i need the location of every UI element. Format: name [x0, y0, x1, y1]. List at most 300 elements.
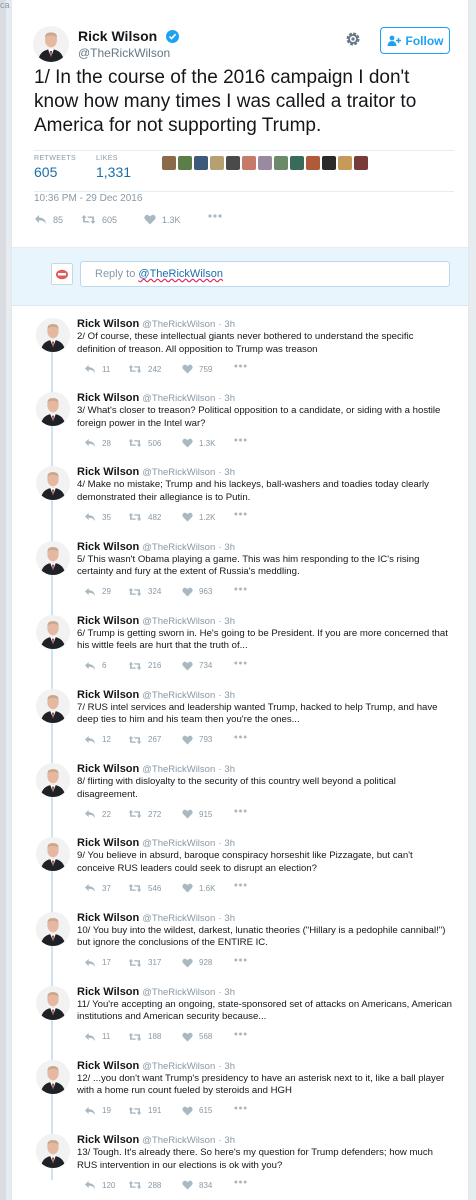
- reply-separator: ·: [218, 689, 222, 701]
- more-icon: [234, 735, 247, 739]
- avatar-image: [36, 1060, 70, 1094]
- like-count: 759: [199, 364, 213, 374]
- reply-icon: [84, 512, 96, 522]
- retweet-icon: [128, 1180, 142, 1190]
- retweet-action[interactable]: [128, 883, 161, 893]
- reply-actions: [84, 883, 344, 895]
- like-action[interactable]: [182, 661, 212, 671]
- like-count: 834: [199, 1180, 213, 1190]
- reply-author-avatar[interactable]: [36, 1134, 70, 1168]
- retweet-action[interactable]: [81, 214, 117, 225]
- reply-count: 11: [102, 1032, 111, 1042]
- more-icon: [234, 661, 247, 665]
- tweet-text: 1/ In the course of the 2016 campaign I don't know how many times I was called a traitor to America for not supporting Trump.: [34, 67, 417, 136]
- retweet-count: 242: [148, 364, 162, 374]
- reply-action[interactable]: [84, 1180, 115, 1190]
- reply-header: [77, 986, 235, 998]
- reply-count: 37: [102, 883, 111, 893]
- more-icon: [208, 214, 222, 218]
- reply-author-avatar[interactable]: [36, 615, 70, 649]
- reply-action[interactable]: [84, 364, 110, 374]
- reply-icon: [84, 661, 96, 671]
- reply-action[interactable]: [84, 1106, 111, 1116]
- heart-icon: [182, 587, 193, 597]
- retweet-count: 506: [148, 438, 162, 448]
- add-user-icon: [387, 35, 401, 46]
- heart-icon: [144, 214, 156, 225]
- reply-separator: ·: [218, 1135, 222, 1147]
- reply-author-name[interactable]: Rick Wilson: [77, 466, 140, 479]
- reply-author-name[interactable]: Rick Wilson: [77, 318, 140, 330]
- avatar-image: [36, 689, 70, 723]
- reply-count: 120: [102, 1180, 116, 1190]
- retweet-count: 267: [148, 735, 162, 745]
- reply-actions: [84, 587, 344, 599]
- reply-text: 4/ Make no mistake; Trump and his lackeys, ball-washers and toadies today clearly demonstrated their allegiance is to Putin.: [77, 479, 429, 503]
- reply-age[interactable]: 3h: [224, 467, 235, 479]
- reply-author-avatar[interactable]: [36, 763, 70, 797]
- liker-avatar[interactable]: [162, 156, 176, 170]
- main-tweet: [12, 0, 468, 248]
- reply-header: [77, 541, 235, 553]
- thread-reply[interactable]: [12, 825, 469, 899]
- retweet-action[interactable]: [128, 512, 161, 522]
- like-count: 615: [199, 1106, 213, 1116]
- like-count: 915: [199, 809, 213, 819]
- heart-icon: [182, 1032, 193, 1042]
- like-action[interactable]: [182, 883, 215, 893]
- retweet-action[interactable]: [128, 1106, 161, 1116]
- reply-age[interactable]: 3h: [224, 986, 235, 998]
- more-action[interactable]: [234, 438, 247, 442]
- retweet-count: 272: [148, 809, 162, 819]
- reply-count: 28: [102, 438, 111, 448]
- reply-author-name[interactable]: Rick Wilson: [77, 688, 140, 701]
- retweet-icon: [128, 809, 142, 819]
- like-action[interactable]: [182, 512, 215, 522]
- reply-count: 17: [102, 958, 111, 967]
- more-icon: [234, 883, 247, 887]
- reply-count: 35: [102, 512, 111, 522]
- reply-author-name[interactable]: Rick Wilson: [77, 1134, 140, 1147]
- reply-action[interactable]: [84, 735, 111, 745]
- reply-text: 9/ You believe in absurd, baroque conspiracy horseshit like Pizzagate, but can't conceive RUS leaders could seek to disrupt an election?: [77, 850, 413, 874]
- reply-author-handle[interactable]: @TheRickWilson: [142, 838, 216, 850]
- retweet-action[interactable]: [128, 661, 161, 671]
- reply-author-handle[interactable]: @TheRickWilson: [142, 467, 216, 479]
- retweet-icon: [128, 661, 142, 671]
- thread-reply[interactable]: [12, 1122, 469, 1196]
- reply-header: [77, 1134, 235, 1146]
- reply-icon: [84, 364, 96, 374]
- heart-icon: [182, 809, 193, 819]
- liker-avatar[interactable]: [258, 156, 272, 170]
- reply-header: [77, 392, 235, 404]
- like-action[interactable]: [182, 1032, 212, 1042]
- heart-icon: [182, 661, 193, 671]
- reply-action[interactable]: [84, 958, 111, 968]
- reply-actions: [84, 735, 344, 747]
- like-action[interactable]: [182, 587, 212, 597]
- liker-avatar[interactable]: [210, 156, 224, 170]
- more-icon: [234, 958, 247, 962]
- reply-icon: [34, 214, 47, 225]
- thread-reply[interactable]: [12, 454, 469, 528]
- heart-icon: [182, 883, 193, 893]
- thread-reply[interactable]: [12, 900, 469, 974]
- more-action[interactable]: [234, 587, 247, 591]
- like-action[interactable]: [182, 1106, 212, 1116]
- reply-author-name[interactable]: Rick Wilson: [77, 763, 140, 776]
- reply-header: [77, 689, 235, 701]
- reply-author-name[interactable]: Rick Wilson: [77, 614, 140, 627]
- tweet-stats: [34, 150, 454, 192]
- reply-separator: ·: [218, 541, 222, 553]
- retweet-action[interactable]: [128, 1032, 161, 1042]
- reply-separator: ·: [218, 319, 222, 330]
- reply-separator: ·: [218, 393, 222, 405]
- reply-text: 10/ You buy into the wildest, darkest, lunatic theories ("Hillary is a pedophile cannibal!") but ignore the conclusions of the ENTIRE IC.: [77, 924, 446, 948]
- left-edge-text: ca: [0, 0, 10, 10]
- liker-avatar[interactable]: [322, 156, 336, 170]
- reply-age[interactable]: 3h: [224, 1060, 235, 1072]
- reply-age[interactable]: 3h: [224, 393, 235, 405]
- retweet-action[interactable]: [128, 735, 161, 745]
- liker-avatar[interactable]: [226, 156, 240, 170]
- reply-actions: [84, 661, 344, 673]
- reply-action[interactable]: [34, 214, 63, 225]
- reply-author-avatar[interactable]: [36, 541, 70, 575]
- retweet-count: 216: [148, 661, 162, 671]
- retweet-icon: [128, 958, 142, 968]
- reply-actions: [84, 438, 344, 450]
- reply-count: 29: [102, 587, 111, 597]
- reply-author-avatar[interactable]: [36, 912, 70, 946]
- thread-reply[interactable]: [12, 677, 469, 751]
- more-icon: [234, 1180, 247, 1184]
- liker-avatar[interactable]: [338, 156, 352, 170]
- reply-icon: [84, 809, 96, 819]
- reply-text: 5/ This wasn't Obama playing a game. This was him responding to the IC's rising certainty and fury at the extent of Russia's meddling.: [77, 553, 420, 578]
- more-icon: [234, 1106, 247, 1110]
- more-action[interactable]: [234, 735, 247, 739]
- reply-separator: ·: [218, 986, 222, 998]
- like-action[interactable]: [182, 735, 212, 745]
- reply-mention: @TheRickWilson: [138, 268, 223, 280]
- more-icon: [234, 587, 247, 591]
- retweets-stat-label: RETWEETS: [34, 155, 77, 162]
- retweet-icon: [128, 512, 142, 522]
- reply-text: 7/ RUS intel services and leadership wanted Trump, hacked to help Trump, and have deep ties to him and his team then you're the ones...: [77, 701, 438, 726]
- reply-author-avatar[interactable]: [36, 392, 70, 426]
- reply-icon: [84, 1032, 96, 1042]
- reply-count: 19: [102, 1106, 111, 1116]
- reply-author-handle[interactable]: @TheRickWilson: [142, 541, 216, 553]
- thread-reply[interactable]: [12, 751, 469, 825]
- more-icon: [234, 364, 247, 368]
- more-action[interactable]: [234, 364, 247, 368]
- reply-author-handle[interactable]: @TheRickWilson: [142, 319, 216, 330]
- reply-icon: [84, 587, 96, 597]
- retweet-count: 605: [102, 214, 118, 225]
- like-action[interactable]: [182, 364, 212, 374]
- like-count: 734: [199, 661, 213, 671]
- reply-age[interactable]: 3h: [224, 838, 235, 850]
- retweet-count: 191: [148, 1106, 162, 1116]
- avatar-image: [36, 986, 70, 1020]
- tweet-permalink-card: [11, 0, 469, 1200]
- reply-separator: ·: [218, 838, 222, 850]
- reply-header: [77, 1060, 235, 1072]
- reply-placeholder: Reply to: [95, 268, 139, 280]
- retweet-action[interactable]: [128, 364, 161, 374]
- reply-author-handle[interactable]: @TheRickWilson: [142, 986, 216, 998]
- reply-author-name[interactable]: Rick Wilson: [77, 985, 140, 998]
- retweet-count: 482: [148, 512, 162, 522]
- reply-author-avatar[interactable]: [36, 689, 70, 723]
- reply-author-handle[interactable]: @TheRickWilson: [142, 393, 216, 405]
- author-avatar[interactable]: [33, 26, 69, 62]
- retweets-stat-count: 605: [34, 164, 58, 180]
- reply-actions: [84, 1032, 344, 1044]
- avatar-image: [36, 466, 70, 500]
- reply-author-name[interactable]: Rick Wilson: [77, 392, 140, 405]
- reply-author-avatar[interactable]: [36, 318, 70, 352]
- heart-icon: [182, 364, 193, 374]
- heart-icon: [182, 735, 193, 745]
- reply-action[interactable]: [84, 1032, 110, 1042]
- reply-text: 11/ You're accepting an ongoing, state-sponsored set of attacks on Americans, American institutions and American security because...: [77, 998, 452, 1023]
- like-action[interactable]: [182, 1180, 212, 1190]
- reply-header: [77, 837, 235, 849]
- reply-text: 3/ What's closer to treason? Political opposition to a candidate, or siding with a hostile foreign power in the Intel war?: [77, 405, 441, 429]
- reply-author-handle[interactable]: @TheRickWilson: [142, 689, 216, 701]
- retweet-count: 188: [148, 1032, 162, 1042]
- gear-icon[interactable]: [344, 30, 362, 48]
- reply-actions: [84, 809, 344, 821]
- more-action[interactable]: [234, 661, 247, 665]
- avatar-image: [36, 392, 70, 426]
- reply-author-handle[interactable]: @TheRickWilson: [142, 764, 216, 776]
- like-count: 1.3K: [162, 214, 181, 225]
- reply-count: 6: [102, 661, 107, 671]
- reply-action[interactable]: [84, 883, 111, 893]
- heart-icon: [182, 1180, 193, 1190]
- reply-icon: [84, 958, 96, 968]
- reply-author-handle[interactable]: @TheRickWilson: [142, 912, 216, 924]
- avatar-image: [36, 541, 70, 575]
- liker-avatar[interactable]: [354, 156, 368, 170]
- reply-count: 22: [102, 809, 111, 819]
- thread-reply[interactable]: [12, 380, 469, 454]
- reply-list: [12, 306, 469, 1196]
- more-action[interactable]: [234, 512, 247, 516]
- more-icon: [234, 809, 247, 813]
- more-action[interactable]: [234, 809, 247, 813]
- author-name[interactable]: Rick Wilson: [78, 28, 158, 44]
- reply-author-avatar[interactable]: [36, 837, 70, 871]
- reply-author-handle[interactable]: @TheRickWilson: [142, 615, 216, 627]
- reply-action[interactable]: [84, 438, 111, 448]
- likes-stat-label: LIKES: [96, 155, 118, 162]
- reply-action[interactable]: [84, 809, 111, 819]
- liker-avatar[interactable]: [194, 156, 208, 170]
- retweet-action[interactable]: [128, 809, 161, 819]
- retweets-stat[interactable]: [34, 155, 76, 180]
- more-icon: [234, 1032, 247, 1036]
- retweet-count: 546: [148, 883, 162, 893]
- more-action[interactable]: [234, 1032, 247, 1036]
- reply-text: 12/ ...you don't want Trump's presidency to have an asterisk next to it, like a ball player with a home run count fueled by steroids and HGH: [77, 1072, 445, 1097]
- like-action[interactable]: [182, 809, 212, 819]
- current-user-avatar: [51, 263, 73, 285]
- retweet-action[interactable]: [128, 1180, 161, 1190]
- reply-author-name[interactable]: Rick Wilson: [77, 837, 140, 850]
- reply-icon: [84, 1106, 96, 1116]
- retweet-action[interactable]: [128, 438, 161, 448]
- reply-age[interactable]: 3h: [224, 764, 235, 776]
- retweet-count: 324: [148, 587, 162, 597]
- reply-count: 85: [53, 214, 64, 225]
- reply-text: 8/ flirting with disloyalty to the security of this country well beyond a political disagreement.: [77, 776, 396, 800]
- reply-icon: [84, 1180, 96, 1190]
- reply-separator: ·: [218, 1060, 222, 1072]
- reply-box: [12, 248, 469, 306]
- reply-count: 11: [102, 364, 111, 374]
- reply-icon: [84, 883, 96, 893]
- reply-text: 6/ Trump is getting sworn in. He's going to be President. If you are more concerned that his wittle feels are hurt that the truth of...: [77, 627, 448, 652]
- reply-age[interactable]: 3h: [224, 1135, 235, 1147]
- reply-author-avatar[interactable]: [36, 466, 70, 500]
- heart-icon: [182, 512, 193, 522]
- avatar-image: [33, 26, 69, 62]
- reply-header: [77, 318, 235, 330]
- reply-separator: ·: [218, 912, 222, 924]
- like-action[interactable]: [144, 214, 181, 225]
- avatar-image: [36, 763, 70, 797]
- reply-header: [77, 615, 235, 627]
- like-count: 568: [199, 1032, 213, 1042]
- follow-label: Follow: [405, 33, 444, 48]
- retweet-count: 317: [148, 958, 162, 967]
- liker-avatar[interactable]: [290, 156, 304, 170]
- retweet-count: 288: [148, 1180, 162, 1190]
- retweet-icon: [128, 883, 142, 893]
- retweet-icon: [128, 438, 142, 448]
- reply-action[interactable]: [84, 512, 111, 522]
- like-action[interactable]: [182, 438, 215, 448]
- like-count: 1.6K: [199, 883, 216, 893]
- reply-header: [77, 763, 235, 775]
- tweet-actions: [34, 214, 334, 230]
- reply-text: 13/ Tough. It's already there. So here's my question for Trump defenders; how much RUS intervention in our elections is ok with you?: [77, 1147, 433, 1171]
- reply-actions: [84, 512, 344, 524]
- more-action[interactable]: [234, 883, 247, 887]
- more-action[interactable]: [208, 214, 222, 218]
- reply-icon: [84, 735, 96, 745]
- liker-avatar[interactable]: [178, 156, 192, 170]
- like-count: 793: [199, 735, 213, 745]
- reply-age[interactable]: 3h: [224, 541, 235, 553]
- like-count: 1.3K: [199, 438, 216, 448]
- reply-author-name[interactable]: Rick Wilson: [77, 540, 140, 553]
- more-icon: [234, 438, 247, 442]
- liker-avatar[interactable]: [306, 156, 320, 170]
- avatar-image: [36, 912, 70, 946]
- reply-age[interactable]: 3h: [224, 912, 235, 924]
- like-action[interactable]: [182, 958, 212, 968]
- tweet-timestamp[interactable]: 10:36 PM - 29 Dec 2016: [34, 193, 143, 204]
- avatar-image: [36, 615, 70, 649]
- reply-separator: ·: [218, 615, 222, 627]
- reply-author-handle[interactable]: @TheRickWilson: [142, 1135, 216, 1147]
- reply-age[interactable]: 3h: [224, 689, 235, 701]
- heart-icon: [182, 438, 193, 448]
- reply-separator: ·: [218, 467, 222, 479]
- more-action[interactable]: [234, 958, 247, 962]
- heart-icon: [182, 1106, 193, 1116]
- author-handle[interactable]: @TheRickWilson: [78, 46, 171, 60]
- egg-avatar-icon: [52, 264, 72, 284]
- like-count: 1.2K: [199, 512, 216, 522]
- reply-count: 12: [102, 735, 111, 745]
- avatar-image: [36, 318, 70, 352]
- heart-icon: [182, 958, 193, 968]
- retweet-icon: [128, 735, 142, 745]
- reply-input[interactable]: [80, 261, 450, 287]
- reply-action[interactable]: [84, 661, 106, 671]
- like-count: 928: [199, 958, 213, 967]
- retweet-icon: [128, 1106, 142, 1116]
- likes-stat[interactable]: [96, 155, 131, 180]
- reply-author-handle[interactable]: @TheRickWilson: [142, 1060, 216, 1072]
- avatar-image: [36, 837, 70, 871]
- like-count: 963: [199, 587, 213, 597]
- retweet-action[interactable]: [128, 958, 161, 968]
- reply-age[interactable]: 3h: [224, 615, 235, 627]
- likes-stat-count: 1,331: [96, 164, 132, 180]
- follow-button[interactable]: [380, 27, 450, 54]
- thread-reply[interactable]: [12, 603, 469, 677]
- left-window-edge: [0, 0, 10, 1200]
- thread-reply[interactable]: [12, 1048, 469, 1122]
- retweet-action[interactable]: [128, 587, 161, 597]
- liker-avatar[interactable]: [242, 156, 256, 170]
- thread-reply[interactable]: [12, 974, 469, 1048]
- reply-icon: [84, 438, 96, 448]
- reply-author-avatar[interactable]: [36, 1060, 70, 1094]
- reply-age[interactable]: 3h: [224, 319, 235, 330]
- reply-actions: [84, 1106, 344, 1118]
- reply-actions: [84, 1180, 344, 1192]
- retweet-icon: [81, 214, 96, 225]
- liker-avatar[interactable]: [274, 156, 288, 170]
- more-action[interactable]: [234, 1106, 247, 1110]
- reply-header: [77, 912, 235, 924]
- more-action[interactable]: [234, 1180, 247, 1184]
- avatar-image: [36, 1134, 70, 1168]
- reply-separator: ·: [218, 764, 222, 776]
- thread-reply[interactable]: [12, 529, 469, 603]
- reply-author-name[interactable]: Rick Wilson: [77, 911, 140, 924]
- thread-replies: [12, 306, 469, 1196]
- thread-reply[interactable]: [12, 306, 469, 380]
- reply-author-avatar[interactable]: [36, 986, 70, 1020]
- reply-author-name[interactable]: Rick Wilson: [77, 1059, 140, 1072]
- verified-badge-icon: [166, 30, 179, 43]
- reply-actions: [84, 958, 344, 970]
- reply-action[interactable]: [84, 587, 111, 597]
